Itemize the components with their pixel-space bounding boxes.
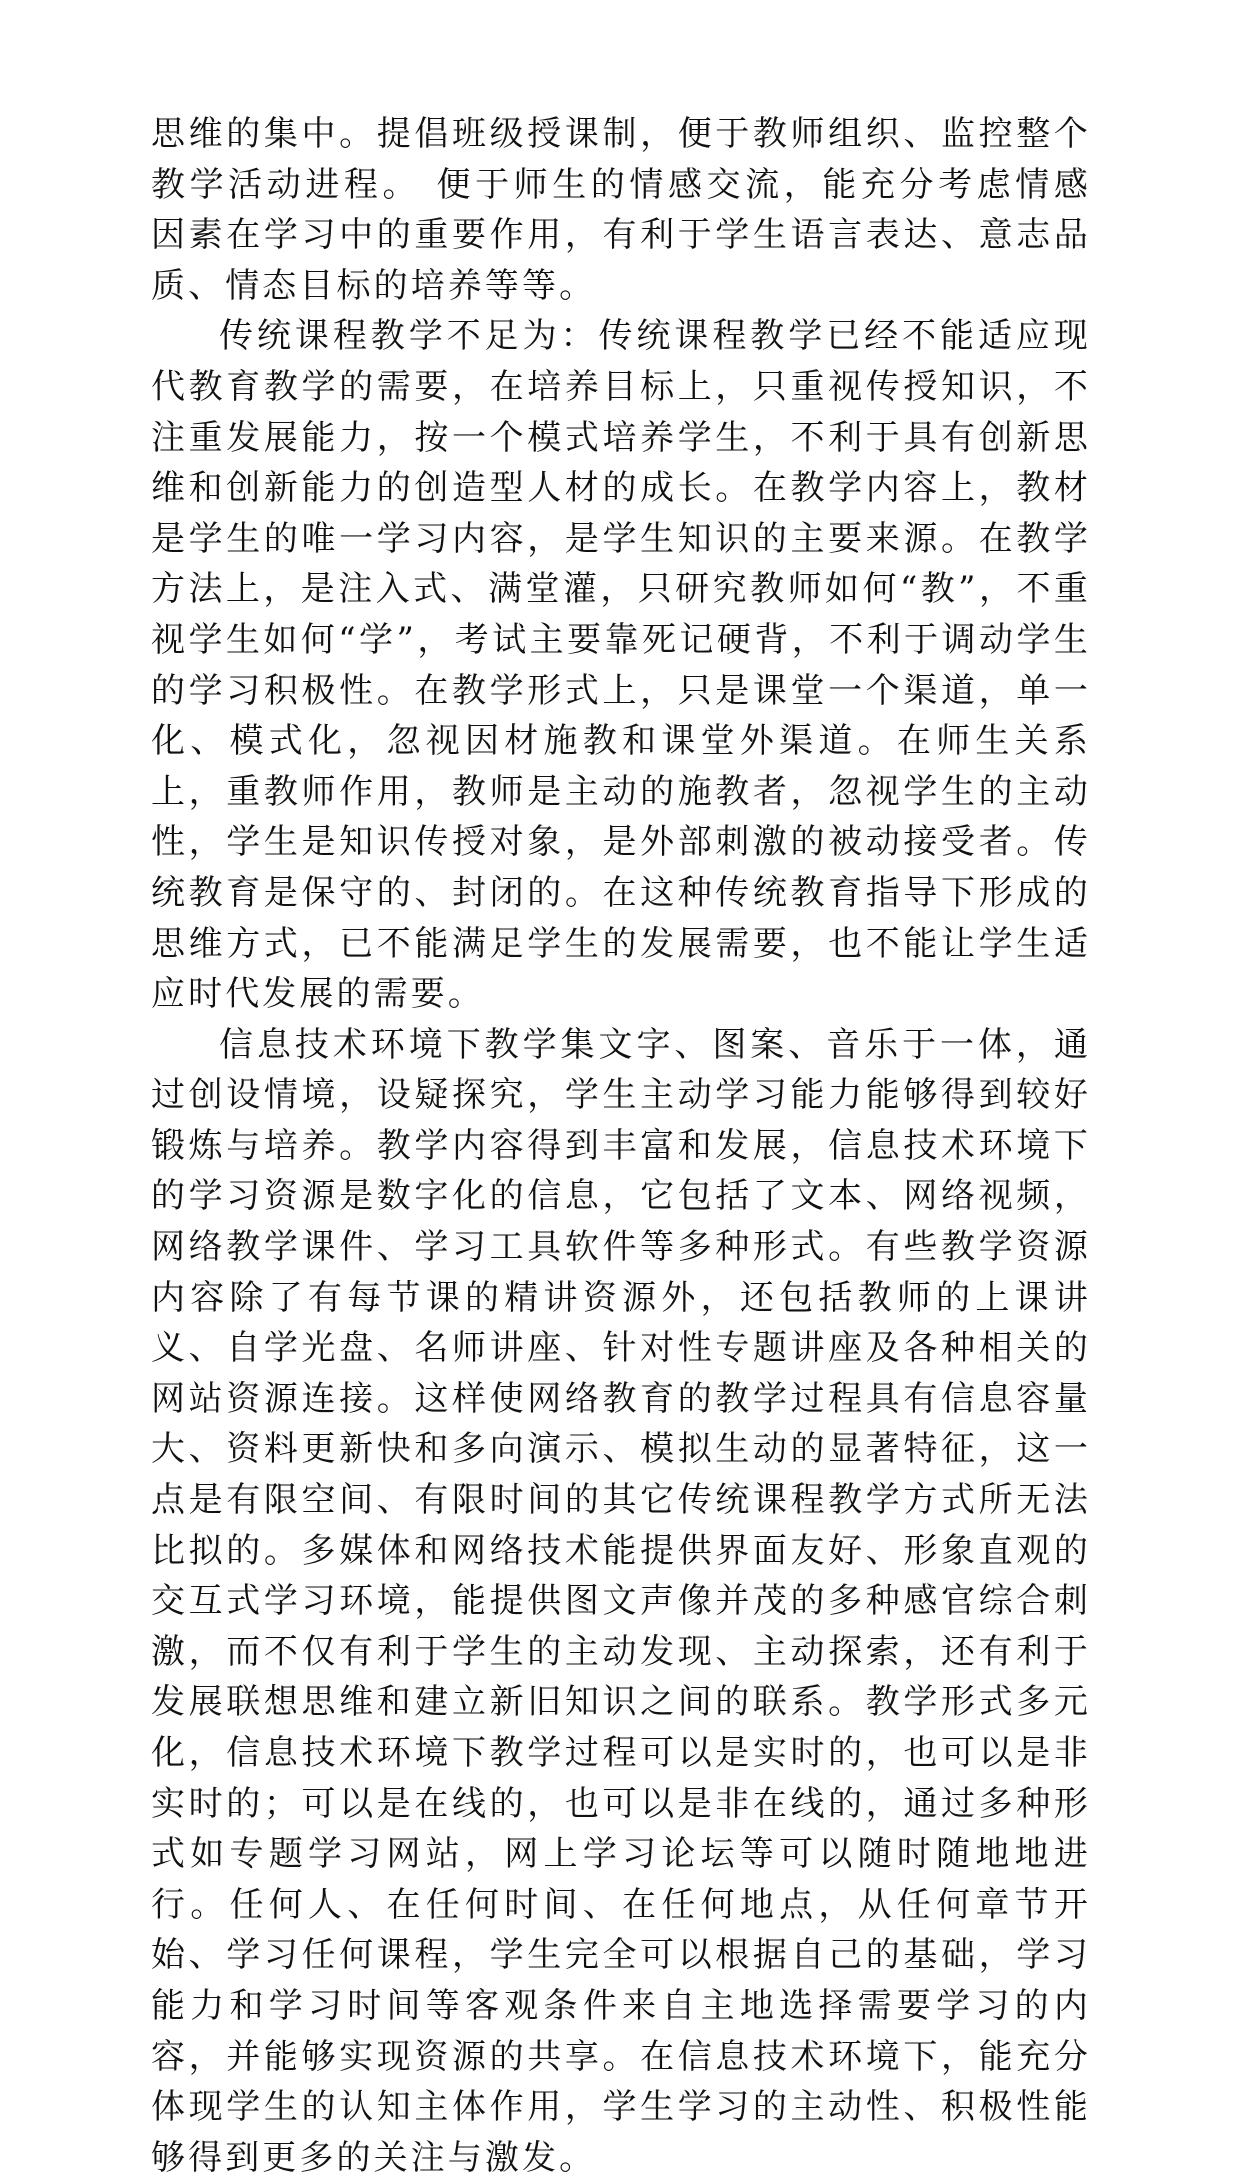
document-page xyxy=(151,109,1091,2183)
paragraph-2: 传统课程教学不足为：传统课程教学已经不能适应现代教育教学的需要，在培养目标上，只重视传授知识，不注重发展能力，按一个模式培养学生，不利于具有创新思维和创新能力的创造型人材的成长。在教学内容上，教材是学生的唯一学习内容，是学生知识的主要来源。在教学方法上，是注入式、满堂灌，只研究教师如何“教”，不重视学生如何“学”，考试主要靠死记硬背，不利于调动学生的学习积极性。在教学形式上，只是课堂一个渠道，单一化、模式化，忽视因材施教和课堂外渠道。在师生关系上，重教师作用，教师是主动的施教者，忽视学生的主动性，学生是知识传授对象，是外部刺激的被动接受者。传统教育是保守的、封闭的。在这种传统教育指导下形成的思维方式，已不能满足学生的发展需要，也不能让学生适应时代发展的需要。 xyxy=(151,316,1091,1015)
paragraph-3: 信息技术环境下教学集文字、图案、音乐于一体，通过创设情境，设疑探究，学生主动学习能力能够得到较好锻炼与培养。教学内容得到丰富和发展，信息技术环境下的学习资源是数字化的信息，它包括了文本、网络视频，网络教学课件、学习工具软件等多种形式。有些教学资源内容除了有每节课的精讲资源外，还包括教师的上课讲义、自学光盘、名师讲座、针对性专题讲座及各种相关的网站资源连接。这样使网络教育的教学过程具有信息容量大、资料更新快和多向演示、模拟生动的显著特征，这一点是有限空间、有限时间的其它传统课程教学方式所无法比拟的。多媒体和网络技术能提供界面友好、形象直观的交互式学习环境，能提供图文声像并茂的多种感官综合刺激，而不仅有利于学生的主动发现、主动探索，还有利于发展联想思维和建立新旧知识之间的联系。教学形式多元化，信息技术环境下教学过程可以是实时的，也可以是非实时的；可以是在线的，也可以是非在线的，通过多种形式如专题学习网站，网上学习论坛等可以随时随地地进行。任何人、在任何时间、在任何地点，从任何章节开始、学习任何课程，学生完全可以根据自己的基础，学习能力和学习时间等客观条件来自主地选择需要学习的内容，并能够实现资源的共享。在信息技术环境下，能充分体现学生的认知主体作用，学生学习的主动性、积极性能够得到更多的关注与激发。 xyxy=(151,1024,1091,2178)
paragraph-1: 思维的集中。提倡班级授课制，便于教师组织、监控整个教学活动进程。 便于师生的情感交流，能充分考虑情感因素在学习中的重要作用，有利于学生语言表达、意志品质、情态目标的培养等等。 xyxy=(151,114,1091,306)
